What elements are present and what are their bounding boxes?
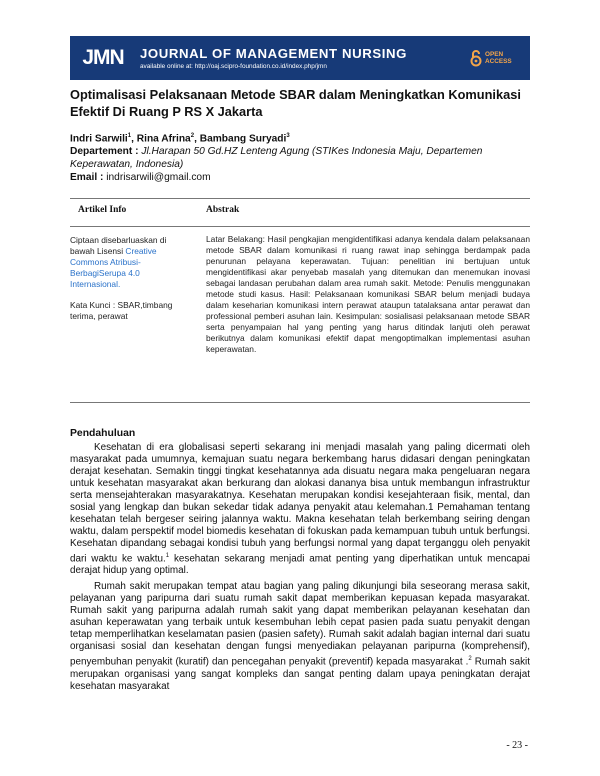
open-access-line1: OPEN bbox=[485, 50, 504, 58]
journal-url[interactable]: available online at: http://oaj.scipro-foundation.co.id/index.php/jmn bbox=[140, 63, 327, 70]
paragraph-1-end: kesehatan sekarang menjadi amat penting yang diperhatikan untuk mencapai derajat hidup yang optimal. bbox=[70, 553, 530, 577]
journal-logo: JMN bbox=[82, 46, 124, 69]
divider-header bbox=[70, 226, 530, 227]
paragraph-1 bbox=[70, 442, 530, 577]
paragraph-2-text: Rumah sakit merupakan tempat atau bagian yang paling dikunjungi bila seseorang merasa sakit, pelayanan yang paripurna dari suatu rumah sakit dapat memberikan kepuasan kepada masyarakat. Rumah sakit yang paripurna adalah rumah sakit yang dapat memberikan pelayanan kesehatan dan asuhan keperawatan yang terbaik untuk kesembuhan lebih cepat pasien pada suatu penyakit dengan tetap memperlihatkan keselamatan pasien (pasien safety). Rumah sakit adalah bagian internal dari suatu organisasi sosial dan kesehatan dengan fungsi menyediakan pelayanan paripurna (komprehensif), penyembuhan penyakit (kuratif) dan pencegahan penyakit (preventif) kepada masyarakat . bbox=[70, 581, 530, 668]
banner-text bbox=[136, 46, 470, 70]
paragraph-2-end: Rumah sakit merupakan organisasi yang sangat kompleks dan sangat penting dalam upaya peningkatan derajat kesehatan masyarakat bbox=[70, 656, 530, 692]
email-label: Email : bbox=[70, 172, 104, 184]
author-block bbox=[70, 130, 530, 184]
paragraph-2 bbox=[70, 581, 530, 692]
citation-1: 1 bbox=[165, 553, 170, 559]
email-line bbox=[70, 171, 530, 184]
citation-2: 2 bbox=[468, 656, 472, 663]
intro-body bbox=[70, 442, 530, 697]
license-prefix: Ciptaan disebarluaskan di bawah Lisensi bbox=[70, 235, 167, 256]
open-access-icon bbox=[470, 49, 482, 67]
journal-banner bbox=[70, 36, 530, 80]
email-value[interactable]: indrisarwili@gmail.com bbox=[106, 172, 211, 184]
affiliation-text: Jl.Harapan 50 Gd.HZ Lenteng Agung (STIKes Indonesia Maju, Departemen Keperawatan, Indonesia) bbox=[70, 146, 483, 171]
page-number: - 23 - bbox=[506, 740, 528, 751]
keywords: Kata Kunci : SBAR,timbang terima, perawat bbox=[70, 300, 173, 321]
author-2-mark: 2 bbox=[190, 133, 195, 139]
article-info bbox=[70, 235, 192, 332]
divider-bottom bbox=[70, 402, 530, 403]
journal-title: JOURNAL OF MANAGEMENT NURSING bbox=[140, 46, 407, 61]
author-1: Indri Sarwili bbox=[70, 133, 128, 145]
license-link[interactable]: Creative Commons Atribusi-BerbagiSerupa 4.0 Internasional. bbox=[70, 246, 157, 289]
author-2: , Rina Afrina bbox=[131, 133, 191, 145]
affiliation bbox=[70, 145, 530, 171]
abstract-text: Latar Belakang: Hasil pengkajian mengidentifikasi adanya kendala dalam pelaksanaan metode SBAR dalam komunikasi ri ruang rawat inap sehingga berdampak pada penurunan pelayana keperawatan. Tujuan: penelitian ini bertujuan untuk mengidentifikasi akar penyebab masalah yang ditemukan dan menemukan inovasi sebagai landasan perubahan dalam area rumah sakit. Metode: Penulis menggunakan metode studi kasus. Hasil: Pelaksanaan komunikasi SBAR belum menjadi budaya dalam keseharian komunikasi intern perawat ataupun tatalaksana antar perawat dan professional pemberi asuhan lain. Kesimpulan: sosialisasi pelaksanaan metode SBAR serta penyampaian hal yang penting yang harus ditindak lanjuti oleh perawat berikutnya dalam komunikasi efektif dapat mengoptimalkan implementasi asuhan keperawatan. bbox=[206, 234, 530, 354]
open-access-line2: ACCESS bbox=[485, 58, 512, 65]
author-3-mark: 3 bbox=[286, 133, 290, 139]
divider-top bbox=[70, 198, 530, 199]
abstract-heading: Abstrak bbox=[206, 205, 240, 215]
paper-title: Optimalisasi Pelaksanaan Metode SBAR dalam Meningkatkan Komunikasi Efektif Di Ruang P RS X Jakarta bbox=[70, 87, 521, 119]
article-info-heading: Artikel Info bbox=[78, 205, 127, 215]
license-note bbox=[70, 235, 192, 290]
author-list bbox=[70, 130, 530, 145]
author-1-mark: 1 bbox=[127, 133, 132, 139]
paragraph-1-text: Kesehatan di era globalisasi seperti sekarang ini menjadi masalah yang paling dicermati oleh masyarakat pada umumnya, kemajuan suatu negara berkembang harus didasari dengan peningkatan derajat kesehatan. Semakin tinggi tingkat kesehatannya ada disuatu negara maka pengeluaran negara untuk kesehatan masyarakat akan berkurang dan alokasi dananya bisa untuk membangun infrastruktur serta mensejahterakan masyarakatnya. Kesehatan merupakan kondisi kesejahteraan fisik, mental, dan sosial yang lengkap dan bukan sekedar tidak adanya penyakit atau kelemahan.1 Pemahaman tentang kesehatan telah bergeser seiring jalannya waktu. Makna kesehatan telah berkembang seiring dengan waktu, dalam perspektif model biomedis kesehatan di fokuskan pada kemampuan tubuh untuk berfungsi. Kesehatan dipandang sebagai kondisi tubuh yang berfungsi normal yang dapat terganggu oleh penyakit dari waktu ke waktu. bbox=[70, 442, 530, 565]
section-heading: Pendahuluan bbox=[70, 428, 136, 439]
open-access-badge bbox=[470, 49, 530, 67]
affiliation-label: Departement : bbox=[70, 146, 139, 158]
author-3: , Bambang Suryadi bbox=[194, 133, 287, 145]
